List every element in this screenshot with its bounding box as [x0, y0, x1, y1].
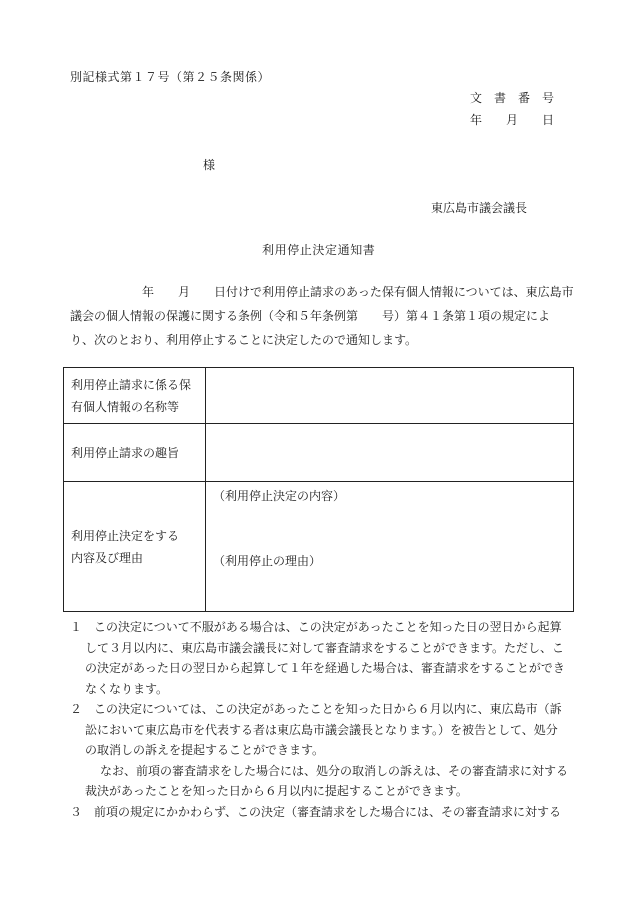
label-line: 有個人情報の名称等 — [71, 399, 180, 414]
decision-reason-cell — [206, 482, 574, 612]
note-line: の決定があった日の翌日から起算して１年を経過した場合は、審査請求をすることができ — [85, 661, 565, 675]
note-line: １ この決定について不服がある場合は、この決定があったことを知った日の翌日から起算 — [70, 620, 562, 634]
decision-reason-label — [64, 482, 206, 612]
info-name-label — [64, 368, 206, 424]
table-row — [64, 482, 574, 612]
request-purpose-label: 利用停止請求の趣旨 — [64, 424, 206, 482]
decision-content-heading: （利用停止決定の内容） — [213, 489, 346, 503]
notice-body — [70, 280, 580, 352]
table-row — [64, 424, 574, 482]
body-line: 年 月 日付けで利用停止請求のあった保有個人情報については、東広島市 — [70, 285, 574, 299]
label-line: 内容及び理由 — [71, 550, 144, 565]
request-purpose-value — [206, 424, 574, 482]
note-line: して３月以内に、東広島市議会議長に対して審査請求をすることができます。ただし、こ — [85, 640, 565, 655]
note-line: 訟において東広島市を代表する者は東広島市議会議長となります。）を被告として、処分 — [85, 722, 558, 737]
body-line: 議会の個人情報の保護に関する条例（令和５年条例第 号）第４１条第１項の規定によ — [70, 309, 551, 323]
document-title: 利用停止決定通知書 — [262, 243, 376, 257]
notes-section — [70, 617, 585, 822]
note-line: なお、前項の審査請求をした場合には、処分の取消しの訴えは、その審査請求に対する — [100, 763, 569, 778]
addressee-honorific: 様 — [203, 158, 216, 172]
decision-reason-heading: （利用停止の理由） — [213, 554, 322, 568]
form-label: 別記様式第１７号（第２５条関係） — [70, 70, 271, 84]
date-label: 年 月 日 — [470, 113, 555, 127]
note-line: なくなります。 — [85, 681, 169, 696]
decision-table — [63, 367, 574, 612]
table-row — [64, 368, 574, 424]
label-line: 利用停止請求に係る保 — [71, 377, 192, 392]
body-line: り、次のとおり、利用停止することに決定したので通知します。 — [70, 333, 418, 347]
note-line: の取消しの訴えを提起することができます。 — [85, 743, 325, 757]
note-line: ２ この決定については、この決定があったことを知った日から６月以内に、東広島市（訴 — [70, 702, 562, 716]
note-line: ３ 前項の規定にかかわらず、この決定（審査請求をした場合には、その審査請求に対する — [70, 804, 562, 819]
sender-name: 東広島市議会議長 — [431, 201, 528, 215]
note-line: 裁決があったことを知った日から６月以内に提起することができます。 — [85, 784, 468, 798]
info-name-value — [206, 368, 574, 424]
document-number-label: 文 書 番 号 — [470, 91, 555, 105]
label-line: 利用停止決定をする — [71, 528, 180, 543]
